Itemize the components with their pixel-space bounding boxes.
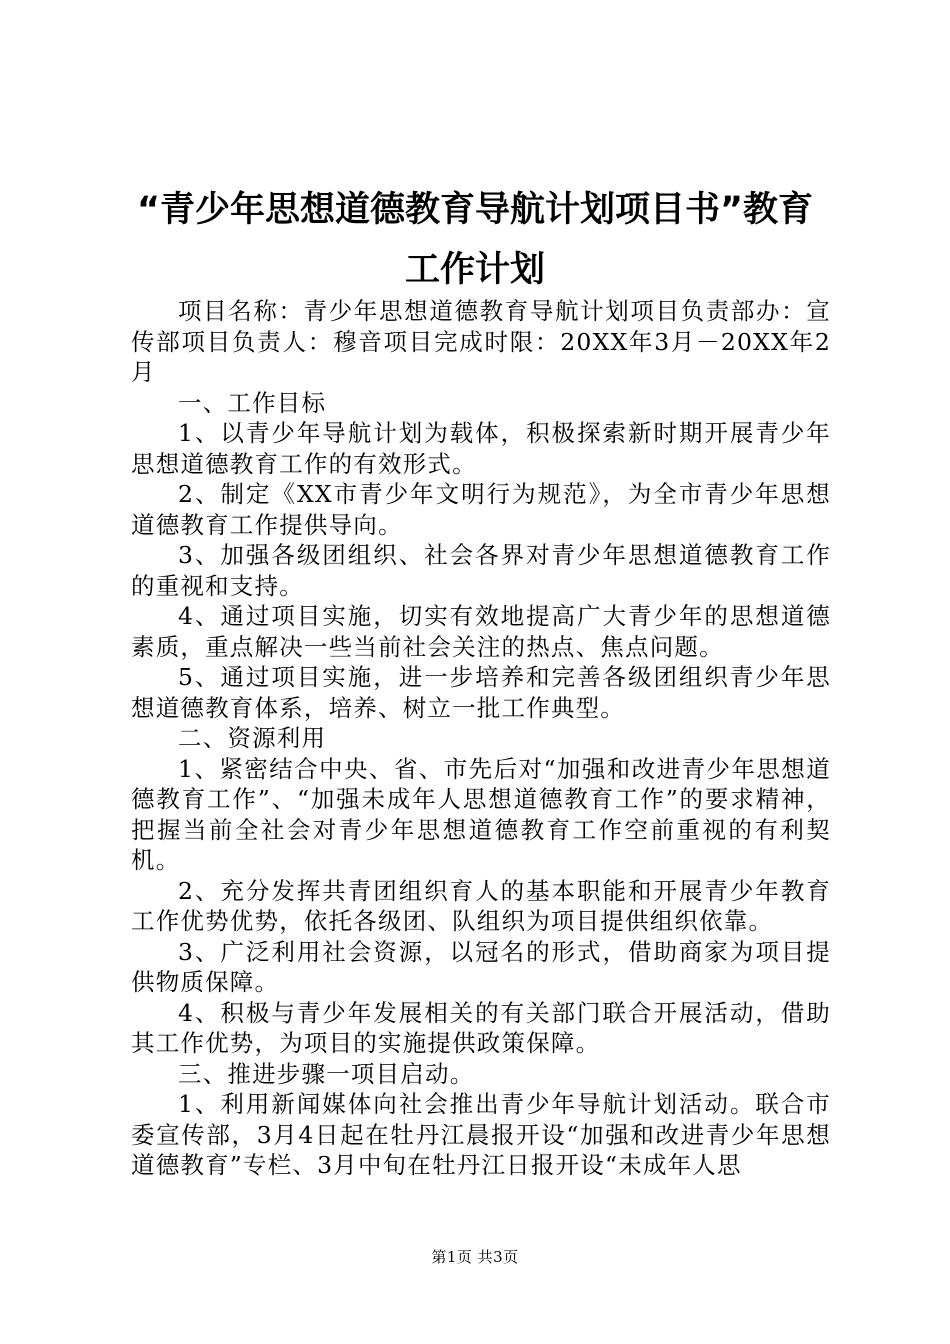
document-body xyxy=(131,296,831,1181)
resource-item-4: 4、积极与青少年发展相关的有关部门联合开展活动，借助其工作优势，为项目的实施提供政策保障。 xyxy=(131,998,831,1057)
goal-item-3: 3、加强各级团组织、社会各界对青少年思想道德教育工作的重视和支持。 xyxy=(131,541,831,600)
goal-item-1: 1、以青少年导航计划为载体，积极探索新时期开展青少年思想道德教育工作的有效形式。 xyxy=(131,419,831,478)
resource-item-2: 2、充分发挥共青团组织育人的基本职能和开展青少年教育工作优势优势，依托各级团、队组织为项目提供组织依靠。 xyxy=(131,876,831,935)
document-title-line-1: “青少年思想道德教育导航计划项目书”教育 xyxy=(136,190,813,230)
section-heading-goals: 一、工作目标 xyxy=(178,388,327,417)
section-heading-resources: 二、资源利用 xyxy=(178,724,327,752)
goal-item-5: 5、通过项目实施，进一步培养和完善各级团组织青少年思想道德教育体系，培养、树立一批工作典型。 xyxy=(131,663,831,722)
goal-item-2: 2、制定《XX市青少年文明行为规范》，为全市青少年思想道德教育工作提供导向。 xyxy=(131,480,831,539)
document-title-line-2: 工作计划 xyxy=(404,250,545,290)
step-item-1: 1、利用新闻媒体向社会推出青少年导航计划活动。联合市委宣传部，3月4日起在牡丹江晨报开设“加强和改进青少年思想道德教育”专栏、3月中旬在牡丹江日报开设“未成年人思 xyxy=(131,1090,831,1179)
page-footer: 第1页 共3页 xyxy=(431,1248,519,1266)
resource-item-1: 1、紧密结合中央、省、市先后对“加强和改进青少年思想道德教育工作”、“加强未成年人思想道德教育工作”的要求精神，把握当前全社会对青少年思想道德教育工作空前重视的有利契机。 xyxy=(131,754,831,874)
goal-item-4: 4、通过项目实施，切实有效地提高广大青少年的思想道德素质，重点解决一些当前社会关注的热点、焦点问题。 xyxy=(131,602,831,661)
resource-item-3: 3、广泛利用社会资源，以冠名的形式，借助商家为项目提供物质保障。 xyxy=(131,937,831,996)
section-heading-steps: 三、推进步骤一项目启动。 xyxy=(178,1059,475,1088)
project-info-paragraph: 项目名称：青少年思想道德教育导航计划项目负责部办：宣传部项目负责人：穆音项目完成时限：20XX年3月－20XX年2月 xyxy=(131,297,831,386)
